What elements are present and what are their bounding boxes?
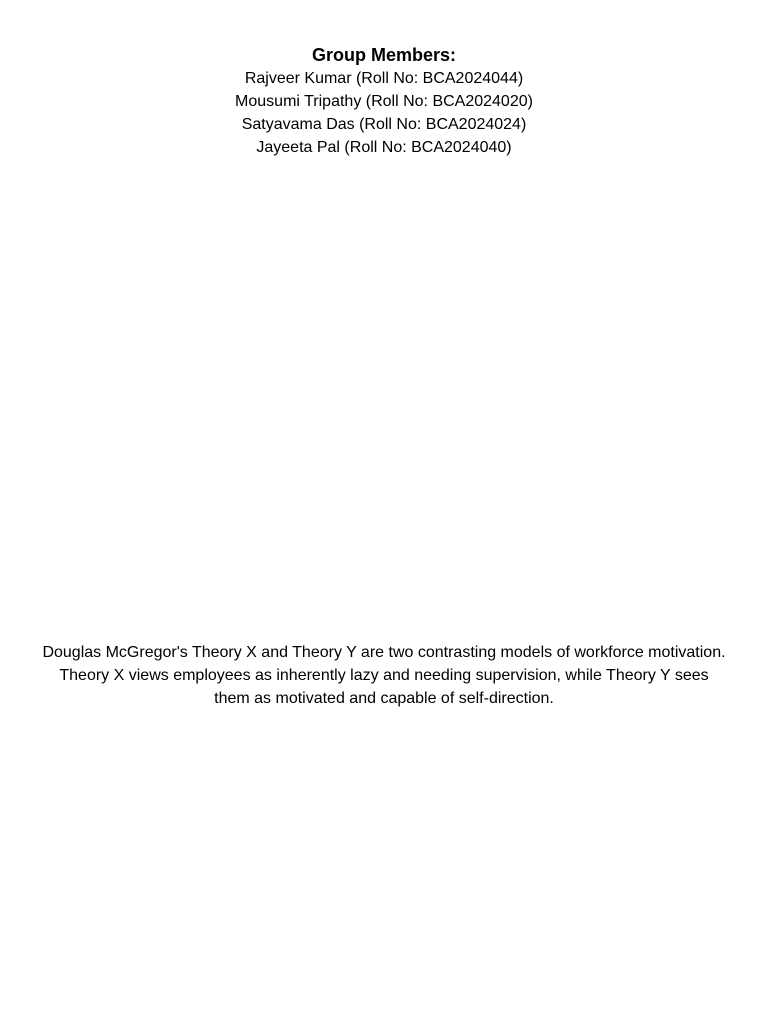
member-item: Satyavama Das (Roll No: BCA2024024) — [241, 116, 527, 133]
intro-paragraph: Douglas McGregor's Theory X and Theory Y are two contrasting models of workforce motivation. Theory X views employees as inherently lazy and needing supervision, while Theory Y sees them as motivated and capable of self-direction. — [42, 644, 726, 707]
member-list — [0, 67, 768, 159]
group-members-heading: Group Members: — [311, 45, 457, 65]
member-item: Rajveer Kumar (Roll No: BCA2024044) — [244, 70, 524, 87]
member-item: Mousumi Tripathy (Roll No: BCA2024020) — [235, 93, 533, 110]
member-item: Jayeeta Pal (Roll No: BCA2024040) — [256, 139, 512, 156]
group-members-section — [0, 43, 768, 159]
